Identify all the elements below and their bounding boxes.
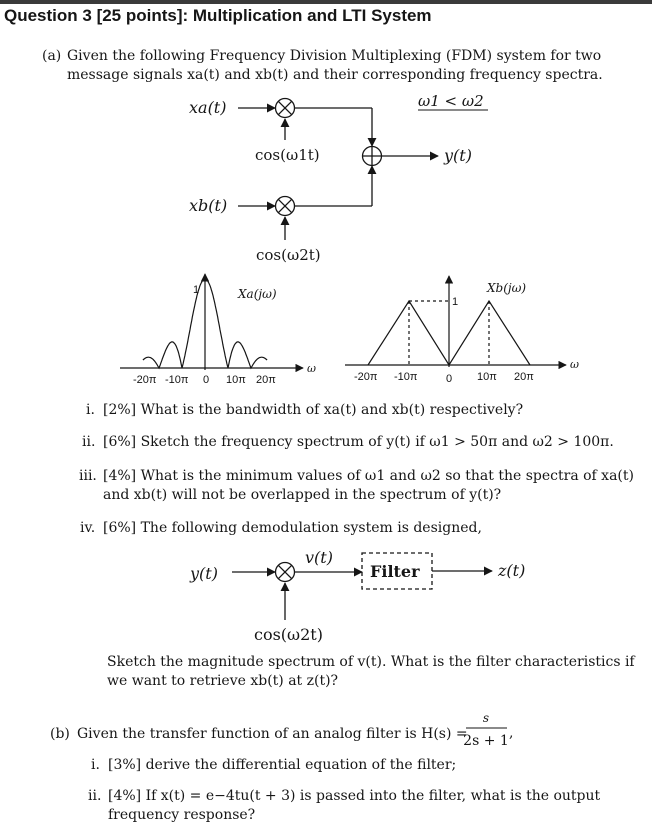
spectrum-a-axis-var: ω [307,362,316,375]
input-a-label: xa(t) [189,98,227,117]
question-b-num: i. [91,757,100,773]
spectrum-b-tick: -20π [354,371,378,383]
demod-block-diagram [232,553,492,620]
spectrum-a-tick: -20π [133,374,157,386]
input-b-label: xb(t) [189,196,228,215]
spectrum-b-tick: 20π [514,371,534,383]
question-a-num: iv. [80,520,96,536]
question-a-text-cont: and xb(t) will not be overlapped in the spectrum of y(t)? [103,487,502,503]
demod-carrier-label: cos(ω2t) [254,625,323,644]
question-a-num: iii. [79,468,97,484]
question-b-num: ii. [88,788,102,804]
spectrum-a-peak-label: 1 [193,284,200,296]
tf-trailing-comma: , [509,725,514,741]
demod-output-label: z(t) [498,561,526,580]
question-a-text: [6%] The following demodulation system is designed, [103,520,482,536]
spectrum-a-title: Xa(jω) [238,287,277,301]
question-b-text: [3%] derive the differential equation of the filter; [108,757,457,773]
tf-denominator: 2s + 1 [463,733,509,749]
spectrum-b-plot [345,276,566,367]
spectrum-a-tick: 0 [203,374,210,386]
question-a-num: i. [86,402,95,418]
question-b-text-cont: frequency response? [108,807,256,823]
spectrum-b-axis-var: ω [570,358,579,371]
question-a-text: [6%] Sketch the frequency spectrum of y(t) if ω1 > 50π and ω2 > 100π. [103,434,614,450]
carrier-b-label: cos(ω2t) [256,246,321,264]
spectrum-a-tick: 10π [226,374,246,386]
question-a-num: ii. [82,434,96,450]
part-a-label: (a) [42,48,62,64]
filter-label: Filter [370,562,420,581]
part-b-label: (b) [50,726,70,742]
spectrum-a-tick: 20π [256,374,276,386]
tf-numerator: s [482,711,490,725]
fdm-block-diagram [238,99,438,241]
demod-input-label: y(t) [190,564,218,583]
demod-question-line1: Sketch the magnitude spectrum of v(t). What is the filter characteristics if [107,654,635,670]
spectrum-a-tick: -10π [165,374,189,386]
demod-question-line2: we want to retrieve xb(t) at z(t)? [107,673,339,689]
part-a-intro-line1: Given the following Frequency Division Multiplexing (FDM) system for two [67,48,602,64]
spectrum-b-peak-label: 1 [452,296,459,308]
part-a-intro-line2: message signals xa(t) and xb(t) and their corresponding frequency spectra. [67,67,603,83]
demod-mid-label: v(t) [305,548,333,567]
output-label: y(t) [444,146,472,165]
spectrum-b-tick: 0 [446,373,453,385]
question-b-text: [4%] If x(t) = e−4tu(t + 3) is passed into the filter, what is the output [108,788,601,804]
carrier-a-label: cos(ω1t) [255,146,320,164]
spectrum-b-title: Xb(jω) [487,281,527,295]
spectrum-b-tick: 10π [477,371,497,383]
omega-condition: ω1 < ω2 [418,92,484,110]
question-title: Question 3 [25 points]: Multiplication and LTI System [4,6,432,25]
question-a-text: [4%] What is the minimum values of ω1 and ω2 so that the spectra of xa(t) [103,468,634,484]
spectrum-b-tick: -10π [394,371,418,383]
part-b-intro: Given the transfer function of an analog filter is H(s) = [77,726,468,742]
question-a-text: [2%] What is the bandwidth of xa(t) and xb(t) respectively? [103,402,524,418]
